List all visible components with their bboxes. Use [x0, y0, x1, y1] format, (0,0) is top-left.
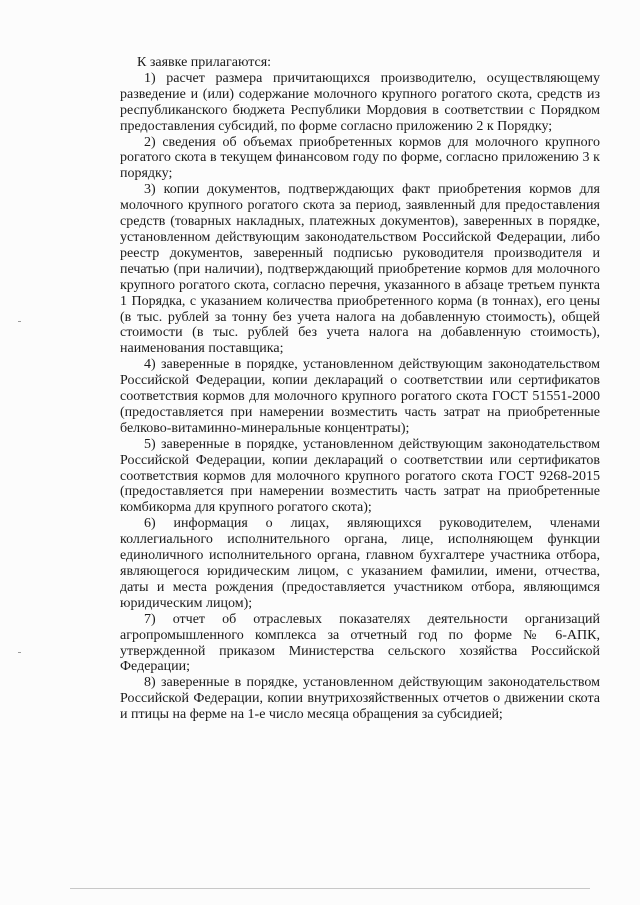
- list-item: 7) отчет об отраслевых показателях деятельности организаций агропромышленного комплекса за отчетный год по форме № 6-АПК, утвержденной приказом Министерства сельского хозяйства Российской Федерации;: [120, 611, 600, 675]
- list-item: 5) заверенные в порядке, установленном действующим законодательством Российской Федерации, копии деклараций о соответствии или сертификатов соответствия кормов для молочного крупного рогатого скота ГОСТ 9268-2015 (предоставляется при намерении возместить часть затрат на приобретенные комбикорма для крупного рогатого скота);: [120, 436, 600, 516]
- document-body: [120, 55, 600, 723]
- list-item: 8) заверенные в порядке, установленном действующим законодательством Российской Федерации, копии внутрихозяйственных отчетов о движении скота и птицы на ферме на 1-е число месяца обращения за субсидией;: [120, 675, 600, 723]
- list-item: 6) информация о лицах, являющихся руководителем, членами коллегиального исполнительного органа, лице, исполняющем функции единоличного исполнительного органа, главном бухгалтере участника отбора, являющегося юридическим лицом, с указанием фамилии, имени, отчества, даты и места рождения (предоставляется участником отбора, являющимся юридическим лицом);: [120, 516, 600, 611]
- page-bottom-edge: [70, 888, 590, 889]
- scan-artifact: [18, 652, 21, 653]
- list-item: 2) сведения об объемах приобретенных кормов для молочного крупного рогатого скота в текущем финансовом году по форме, согласно приложению 3 к порядку;: [120, 134, 600, 182]
- list-item: 4) заверенные в порядке, установленном действующим законодательством Российской Федерации, копии деклараций о соответствии или сертификатов соответствия кормов для молочного крупного рогатого скота ГОСТ 51551-2000 (предоставляется при намерении возместить часть затрат на приобретенные белково-витаминно-минеральные концентраты);: [120, 357, 600, 436]
- list-item: 3) копии документов, подтверждающих факт приобретения кормов для молочного крупного рогатого скота за период, заявленный для предоставления средств (товарных накладных, платежных документов), заверенных в порядке, установленном действующим законодательством Российской Федерации, либо реестр документов, заверенный подписью руководителя производителя и печатью (при наличии), подтверждающий приобретение кормов для молочного крупного рогатого скота, согласно перечня, указанного в абзаце третьем пункта 1 Порядка, с указанием количества приобретенного корма (в тоннах), его цены (в тыс. рублей за тонну без учета налога на добавленную стоимость), общей стоимости (в тыс. рублей без учета налога на добавленную стоимость), наименования поставщика;: [120, 182, 600, 357]
- scan-artifact: [18, 321, 21, 322]
- list-item: 1) расчет размера причитающихся производителю, осуществляющему разведение и (или) содержание молочного крупного рогатого скота, средств из республиканского бюджета Республики Мордовия в соответствии с Порядком предоставления субсидий, по форме согласно приложению 2 к Порядку;: [120, 70, 600, 134]
- attachments-intro: К заявке прилагаются:: [137, 55, 272, 70]
